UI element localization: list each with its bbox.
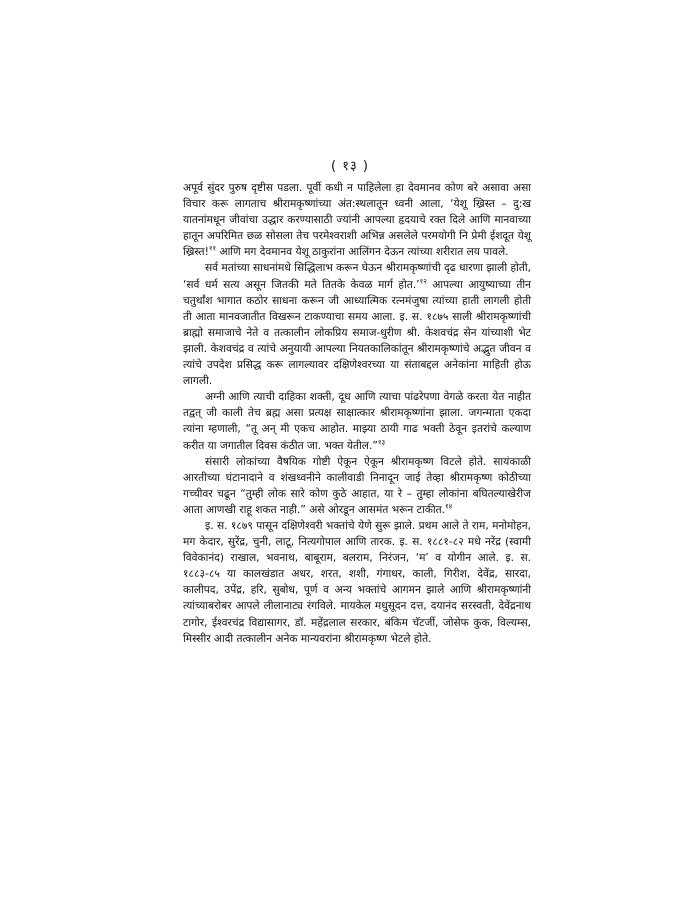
paragraph-2-tail: आपल्या आयुष्याच्या तीन चतुर्थांश भागात कठोर साधना करून जी आध्यात्मिक रत्नमंजुषा त्यांच्या हाती लागली होती ती आता मानवजातीत विखरून टाकण्याचा समय आला. इ. स. १८७५ साली श्रीरामकृष्णांची ब्राह्मो समाजाचे नेते व तत्कालीन लोकप्रिय समाज-धुरीण श्री. केशवचंद्र सेन यांच्याशी भेट झाली. केशवचंद्र व त्यांचे अनुयायी आपल्या नियतकालिकांतून श्रीरामकृष्णांचे अद्भुत जीवन व त्यांचे उपदेश प्रसिद्ध करू लागल्यावर दक्षिणेश्वरच्या या संताबद्दल अनेकांना माहिती होऊ लागली. — [183, 278, 532, 388]
page-number: ( १३ ) — [331, 159, 369, 174]
paragraph-3 — [183, 389, 531, 453]
footnote-marker-14: १४ — [445, 502, 453, 511]
paragraph-3-text: अग्नी आणि त्याची दाहिका शक्ती, दूध आणि त्याचा पांढरेपणा वेगळे करता येत नाहीत तद्वत् जी काली तेच ब्रह्म असा प्रत्यक्ष साक्षात्कार श्रीरामकृष्णांना झाला. जगन्माता एकदा त्यांना म्हणाली, “तू अन् मी एकच आहोत. माझ्या ठायी गाढ भक्ती ठेवून इतरांचे कल्याण करीत या जगातील दिवस कंठीत जा. भक्त येतील.” — [183, 391, 531, 452]
paragraph-2-text: सर्व मतांच्या साधनांमधे सिद्धिलाभ करून घेऊन श्रीरामकृष्णांची दृढ धारणा झाली होती, ‘सर्व धर्म सत्य असून जितकी मते तितके केवळ मार्ग होत.’ — [183, 262, 531, 291]
footnote-marker-13: १३ — [377, 437, 386, 446]
paragraph-1-tail: आणि मग देवमानव येशू ठाकुरांना आलिंगन देऊन त्यांच्या शरीरात लय पावले. — [216, 246, 509, 259]
body-text — [183, 180, 531, 647]
paragraph-4 — [183, 454, 531, 518]
paragraph-1-text: अपूर्व सुंदर पुरुष दृष्टीस पडला. पूर्वी कधी न पाहिलेला हा देवमानव कोण बरे असावा असा विचार करू लागताच श्रीरामकृष्णांच्या अंत:स्थलातून ध्वनी आला, ‘येशू ख्रिस्त – दु:ख यातनांमधून जीवांचा उद्धार करण्यासाठी ज्यांनी आपल्या हृदयाचे रक्त दिले आणि मानवाच्या हातून अपरिमित छळ सोसला तेच परमेश्वराशी अभिन्न असलेले परमयोगी नि प्रेमी ईशदूत येशू ख्रिस्त! — [183, 182, 531, 259]
paragraph-4-text: संसारी लोकांच्या वैषयिक गोष्टी ऐकून ऐकून श्रीरामकृष्ण विटले होते. सायंकाळी आरतीच्या घंटानादाने व शंखध्वनीने कालीवाडी निनादून जाई तेव्हा श्रीरामकृष्ण कोठीच्या गच्चीवर चढून “तुम्ही लोक सारे कोण कुठे आहात, या रे – तुम्हा लोकांना बघितल्याखेरीज आता आणखी राहू शकत नाही.” असे ओरडून आसमंत भरून टाकीत. — [183, 455, 531, 516]
footnote-marker-11: ११ — [208, 244, 217, 253]
paragraph-2 — [183, 260, 531, 389]
footnote-marker-12: १२ — [419, 277, 427, 286]
paragraph-5 — [183, 518, 531, 647]
paragraph-1 — [183, 180, 531, 260]
paragraph-5-text: इ. स. १८७९ पासून दक्षिणेश्वरी भक्तांचे येणे सुरू झाले. प्रथम आले ते राम, मनोमोहन, मग केदार, सुरेंद्र, चुनी, लाटू, नित्यगोपाल आणि तारक. इ. स. १८८१-८२ मधे नरेंद्र (स्वामी विवेकानंद) राखाल, भवनाथ, बाबूराम, बलराम, निरंजन, ‘म’ व योगीन आले. इ. स. १८८३-८५ या कालखंडात अधर, शरत, शशी, गंगाधर, काली, गिरीश, देवेंद्र, सारदा, कालीपद, उपेंद्र, हरि, सुबोध, पूर्ण व अन्य भक्तांचे आगमन झाले आणि श्रीरामकृष्णांनी त्यांच्याबरोबर आपले लीलानाट्य रंगविले. मायकेल मधुसूदन दत्त, दयानंद सरस्वती, देवेंद्रनाथ टागोर, ईश्वरचंद्र विद्यासागर, डॉ. महेंद्रलाल सरकार, बंकिम चॅटर्जी, जोसेफ कुक, विल्यम्स, मिस्सीर आदी तत्कालीन अनेक मान्यवरांना श्रीरामकृष्ण भेटले होते. — [183, 519, 531, 645]
